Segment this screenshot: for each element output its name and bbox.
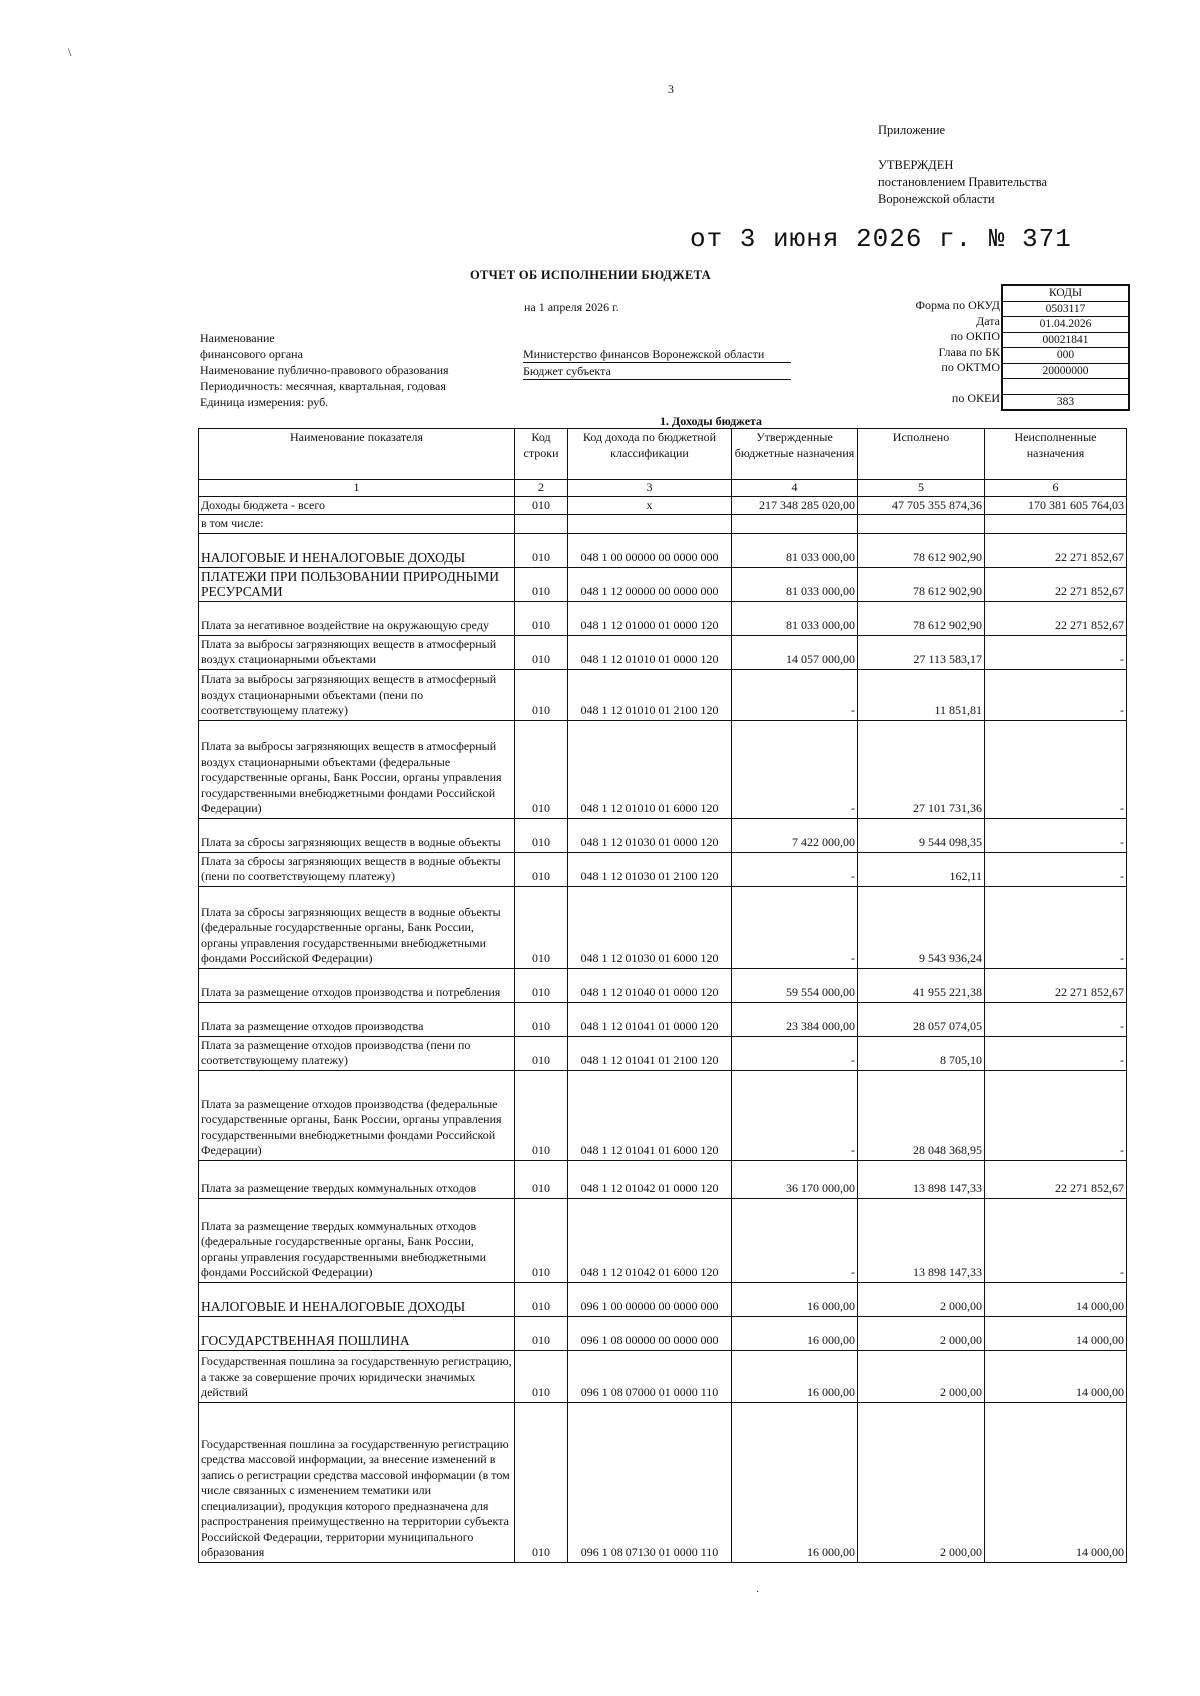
col-number: 5 xyxy=(858,480,985,497)
cell-approved: - xyxy=(732,886,858,968)
cell-unexecuted: - xyxy=(985,1070,1127,1160)
label-fin-org: финансового органа xyxy=(200,347,303,361)
section-title: 1. Доходы бюджета xyxy=(660,414,763,428)
annex-label: Приложение xyxy=(878,123,946,137)
table-row xyxy=(199,968,1127,1002)
cell-line-code: 010 xyxy=(515,533,568,567)
column-numbers-row xyxy=(199,480,1127,497)
okud-label: Форма по ОКУД xyxy=(915,298,1000,312)
cell-executed: 28 048 368,95 xyxy=(858,1070,985,1160)
cell-approved: - xyxy=(732,720,858,818)
cell-income-code xyxy=(568,515,732,534)
cell-approved: 81 033 000,00 xyxy=(732,567,858,601)
label-unit: Единица измерения: руб. xyxy=(200,395,329,409)
cell-executed xyxy=(858,515,985,534)
col-number: 4 xyxy=(732,480,858,497)
value-fin-org: Министерство финансов Воронежской области xyxy=(523,346,791,363)
cell-income-code: 096 1 00 00000 00 0000 000 xyxy=(568,1282,732,1316)
cell-name: Плата за размещение твердых коммунальных отходов xyxy=(199,1160,515,1198)
cell-executed: 2 000,00 xyxy=(858,1316,985,1350)
cell-executed: 41 955 221,38 xyxy=(858,968,985,1002)
cell-unexecuted: 22 271 852,67 xyxy=(985,968,1127,1002)
cell-unexecuted: 14 000,00 xyxy=(985,1350,1127,1402)
okei-label: по ОКЕИ xyxy=(951,391,1000,405)
cell-name: НАЛОГОВЫЕ И НЕНАЛОГОВЫЕ ДОХОДЫ xyxy=(199,533,515,567)
cell-line-code: 010 xyxy=(515,1316,568,1350)
cell-income-code: 048 1 12 01030 01 2100 120 xyxy=(568,852,732,886)
cell-unexecuted: - xyxy=(985,669,1127,720)
cell-approved: 14 057 000,00 xyxy=(732,635,858,669)
cell-executed: 2 000,00 xyxy=(858,1402,985,1562)
cell-executed: 162,11 xyxy=(858,852,985,886)
cell-unexecuted: 170 381 605 764,03 xyxy=(985,496,1127,515)
corner-mark: \ xyxy=(68,45,72,59)
cell-line-code: 010 xyxy=(515,1282,568,1316)
cell-name: Плата за размещение отходов производства (пени по соответствующему платежу) xyxy=(199,1036,515,1070)
cell-name: ГОСУДАРСТВЕННАЯ ПОШЛИНА xyxy=(199,1316,515,1350)
bk-code: 000 xyxy=(1003,348,1128,364)
cell-name: Плата за сбросы загрязняющих веществ в водные объекты xyxy=(199,818,515,852)
cell-line-code: 010 xyxy=(515,496,568,515)
cell-line-code: 010 xyxy=(515,1350,568,1402)
cell-unexecuted: 22 271 852,67 xyxy=(985,1160,1127,1198)
table-row xyxy=(199,1316,1127,1350)
table-row xyxy=(199,635,1127,669)
cell-name: Доходы бюджета - всего xyxy=(199,496,515,515)
table-row xyxy=(199,601,1127,635)
cell-executed: 11 851,81 xyxy=(858,669,985,720)
oktmo-label: по ОКТМО xyxy=(941,360,1000,374)
table-row xyxy=(199,1198,1127,1282)
cell-unexecuted xyxy=(985,515,1127,534)
cell-line-code: 010 xyxy=(515,1002,568,1036)
approval-line-1: постановлением Правительства xyxy=(878,175,1048,189)
cell-income-code: 048 1 12 01010 01 0000 120 xyxy=(568,635,732,669)
cell-line-code: 010 xyxy=(515,1160,568,1198)
cell-income-code: 048 1 12 01010 01 6000 120 xyxy=(568,720,732,818)
cell-income-code: 096 1 08 07130 01 0000 110 xyxy=(568,1402,732,1562)
okei-code: 383 xyxy=(1056,395,1075,408)
cell-executed: 47 705 355 874,36 xyxy=(858,496,985,515)
cell-line-code: 010 xyxy=(515,1036,568,1070)
table-row xyxy=(199,852,1127,886)
col-header-line: Код строки xyxy=(515,429,568,480)
cell-income-code: 048 1 12 01000 01 0000 120 xyxy=(568,601,732,635)
cell-line-code: 010 xyxy=(515,669,568,720)
table-row xyxy=(199,1002,1127,1036)
decree-stamp: от 3 июня 2026 г. № 371 xyxy=(690,224,1072,254)
cell-income-code: 048 1 12 01041 01 2100 120 xyxy=(568,1036,732,1070)
header-labels xyxy=(200,330,449,410)
cell-line-code: 010 xyxy=(515,1198,568,1282)
approved-label: УТВЕРЖДЕН xyxy=(878,158,954,172)
col-header-name: Наименование показателя xyxy=(199,429,515,480)
cell-line-code: 010 xyxy=(515,601,568,635)
cell-name: Государственная пошлина за государственную регистрацию средства массовой информации, за внесение изменений в запись о регистрации средства массовой информации (в том числе связанных с изменением тематики или специализации), продукция которого предназначена для распространения преимущественно на территории субъекта Российской Федерации, территории муниципального образования xyxy=(199,1402,515,1562)
cell-unexecuted: 22 271 852,67 xyxy=(985,601,1127,635)
cell-approved: 81 033 000,00 xyxy=(732,533,858,567)
table-row xyxy=(199,886,1127,968)
cell-name: Плата за размещение отходов производства и потребления xyxy=(199,968,515,1002)
cell-name: Плата за размещение отходов производства xyxy=(199,1002,515,1036)
cell-income-code: 048 1 12 01041 01 0000 120 xyxy=(568,1002,732,1036)
okpo-label: по ОКПО xyxy=(950,329,1000,343)
cell-income-code: 048 1 12 00000 00 0000 000 xyxy=(568,567,732,601)
cell-line-code: 010 xyxy=(515,818,568,852)
cell-unexecuted: 14 000,00 xyxy=(985,1402,1127,1562)
cell-approved: 36 170 000,00 xyxy=(732,1160,858,1198)
table-row xyxy=(199,818,1127,852)
cell-executed: 27 113 583,17 xyxy=(858,635,985,669)
date-code: 01.04.2026 xyxy=(1003,317,1128,333)
cell-line-code: 010 xyxy=(515,852,568,886)
cell-approved: - xyxy=(732,1036,858,1070)
bk-label: Глава по БК xyxy=(938,344,1000,359)
cell-approved xyxy=(732,515,858,534)
table-row xyxy=(199,1160,1127,1198)
cell-income-code: 048 1 12 01041 01 6000 120 xyxy=(568,1070,732,1160)
cell-unexecuted: - xyxy=(985,720,1127,818)
col-header-executed: Исполнено xyxy=(858,429,985,480)
cell-approved: - xyxy=(732,1070,858,1160)
table-header-row xyxy=(199,429,1127,480)
label-name: Наименование xyxy=(200,331,275,345)
cell-income-code: 096 1 08 07000 01 0000 110 xyxy=(568,1350,732,1402)
cell-line-code xyxy=(515,515,568,534)
cell-executed: 2 000,00 xyxy=(858,1350,985,1402)
cell-name: Государственная пошлина за государственную регистрацию, а также за совершение прочих юридически значимых действий xyxy=(199,1350,515,1402)
cell-line-code: 010 xyxy=(515,886,568,968)
cell-executed: 78 612 902,90 xyxy=(858,567,985,601)
cell-approved: 81 033 000,00 xyxy=(732,601,858,635)
table-row xyxy=(199,669,1127,720)
cell-executed: 8 705,10 xyxy=(858,1036,985,1070)
cell-unexecuted: - xyxy=(985,635,1127,669)
cell-income-code: 048 1 12 01042 01 0000 120 xyxy=(568,1160,732,1198)
cell-name: Плата за сбросы загрязняющих веществ в водные объекты (федеральные государственные органы, Банк России, органы управления государственными внебюджетными фондами Российской Федерации) xyxy=(199,886,515,968)
cell-name: Плата за размещение отходов производства (федеральные государственные органы, Банк России, органы управления государственными внебюджетными фондами Российской Федерации) xyxy=(199,1070,515,1160)
cell-approved: 59 554 000,00 xyxy=(732,968,858,1002)
cell-name: Плата за выбросы загрязняющих веществ в атмосферный воздух стационарными объектами (федеральные государственные органы, Банк России, органы управления государственными внебюджетными фондами Российской Федерации) xyxy=(199,720,515,818)
cell-unexecuted: - xyxy=(985,886,1127,968)
cell-approved: 16 000,00 xyxy=(732,1282,858,1316)
cell-approved: - xyxy=(732,669,858,720)
table-row xyxy=(199,1070,1127,1160)
table-row xyxy=(199,1350,1127,1402)
cell-name: Плата за выбросы загрязняющих веществ в атмосферный воздух стационарными объектами (пени по соответствующему платежу) xyxy=(199,669,515,720)
table-row xyxy=(199,533,1127,567)
cell-name: НАЛОГОВЫЕ И НЕНАЛОГОВЫЕ ДОХОДЫ xyxy=(199,1282,515,1316)
okpo-code: 00021841 xyxy=(1003,333,1128,349)
table-row xyxy=(199,496,1127,515)
cell-income-code: 048 1 00 00000 00 0000 000 xyxy=(568,533,732,567)
cell-unexecuted: 14 000,00 xyxy=(985,1282,1127,1316)
codes-header: КОДЫ xyxy=(1003,286,1128,302)
cell-line-code: 010 xyxy=(515,635,568,669)
cell-line-code: 010 xyxy=(515,1070,568,1160)
date-label: Дата xyxy=(976,313,1000,328)
cell-line-code: 010 xyxy=(515,1402,568,1562)
col-number: 1 xyxy=(199,480,515,497)
table-row xyxy=(199,720,1127,818)
cell-income-code: 048 1 12 01042 01 6000 120 xyxy=(568,1198,732,1282)
cell-executed: 78 612 902,90 xyxy=(858,601,985,635)
cell-income-code: 048 1 12 01030 01 6000 120 xyxy=(568,886,732,968)
cell-name: ПЛАТЕЖИ ПРИ ПОЛЬЗОВАНИИ ПРИРОДНЫМИ РЕСУРСАМИ xyxy=(199,567,515,601)
okud-code: 0503117 xyxy=(1003,302,1128,318)
label-entity: Наименование публично-правового образования xyxy=(200,363,449,377)
cell-approved: 217 348 285 020,00 xyxy=(732,496,858,515)
cell-line-code: 010 xyxy=(515,720,568,818)
col-header-unexecuted: Неисполненные назначения xyxy=(985,429,1127,480)
col-number: 6 xyxy=(985,480,1127,497)
cell-name: Плата за сбросы загрязняющих веществ в водные объекты (пени по соответствующему платежу) xyxy=(199,852,515,886)
cell-executed: 9 544 098,35 xyxy=(858,818,985,852)
col-header-code: Код дохода по бюджетной классификации xyxy=(568,429,732,480)
oktmo-code: 20000000 xyxy=(1003,364,1128,380)
codes-labels xyxy=(820,298,1000,407)
cell-unexecuted: - xyxy=(985,852,1127,886)
value-entity: Бюджет субъекта xyxy=(523,363,791,380)
cell-approved: 16 000,00 xyxy=(732,1316,858,1350)
col-number: 3 xyxy=(568,480,732,497)
cell-income-code: 048 1 12 01040 01 0000 120 xyxy=(568,968,732,1002)
table-row xyxy=(199,515,1127,534)
cell-approved: 23 384 000,00 xyxy=(732,1002,858,1036)
cell-approved: 16 000,00 xyxy=(732,1350,858,1402)
codes-box xyxy=(1001,284,1130,411)
report-title: ОТЧЕТ ОБ ИСПОЛНЕНИИ БЮДЖЕТА xyxy=(470,268,711,282)
table-row xyxy=(199,567,1127,601)
cell-executed: 27 101 731,36 xyxy=(858,720,985,818)
cell-executed: 2 000,00 xyxy=(858,1282,985,1316)
approval-line-2: Воронежской области xyxy=(878,192,995,206)
cell-unexecuted: 14 000,00 xyxy=(985,1316,1127,1350)
cell-income-code: 048 1 12 01030 01 0000 120 xyxy=(568,818,732,852)
cell-name: Плата за негативное воздействие на окружающую среду xyxy=(199,601,515,635)
table-row xyxy=(199,1282,1127,1316)
cell-name: Плата за размещение твердых коммунальных отходов (федеральные государственные органы, Банк России, органы управления государственными внебюджетными фондами Российской Федерации) xyxy=(199,1198,515,1282)
cell-line-code: 010 xyxy=(515,968,568,1002)
bottom-mark: · xyxy=(756,1587,760,1598)
header-values xyxy=(523,346,791,380)
report-date: на 1 апреля 2026 г. xyxy=(524,300,619,314)
cell-approved: 7 422 000,00 xyxy=(732,818,858,852)
cell-unexecuted: 22 271 852,67 xyxy=(985,533,1127,567)
cell-name: Плата за выбросы загрязняющих веществ в атмосферный воздух стационарными объектами xyxy=(199,635,515,669)
cell-executed: 9 543 936,24 xyxy=(858,886,985,968)
cell-unexecuted: - xyxy=(985,1002,1127,1036)
cell-unexecuted: - xyxy=(985,1198,1127,1282)
label-periodicity: Периодичность: месячная, квартальная, годовая xyxy=(200,379,446,393)
cell-approved: - xyxy=(732,852,858,886)
cell-name: в том числе: xyxy=(199,515,515,534)
cell-executed: 13 898 147,33 xyxy=(858,1160,985,1198)
cell-approved: - xyxy=(732,1198,858,1282)
income-table xyxy=(198,428,1127,1563)
cell-income-code: x xyxy=(568,496,732,515)
table-row xyxy=(199,1402,1127,1562)
col-header-approved: Утвержденные бюджетные назначения xyxy=(732,429,858,480)
col-number: 2 xyxy=(515,480,568,497)
cell-unexecuted: - xyxy=(985,818,1127,852)
cell-income-code: 096 1 08 00000 00 0000 000 xyxy=(568,1316,732,1350)
cell-approved: 16 000,00 xyxy=(732,1402,858,1562)
cell-line-code: 010 xyxy=(515,567,568,601)
cell-executed: 78 612 902,90 xyxy=(858,533,985,567)
cell-income-code: 048 1 12 01010 01 2100 120 xyxy=(568,669,732,720)
blank-code xyxy=(1003,379,1128,395)
cell-executed: 28 057 074,05 xyxy=(858,1002,985,1036)
cell-executed: 13 898 147,33 xyxy=(858,1198,985,1282)
cell-unexecuted: 22 271 852,67 xyxy=(985,567,1127,601)
table-row xyxy=(199,1036,1127,1070)
cell-unexecuted: - xyxy=(985,1036,1127,1070)
page-number: 3 xyxy=(668,82,674,96)
approval-block xyxy=(878,122,1047,208)
